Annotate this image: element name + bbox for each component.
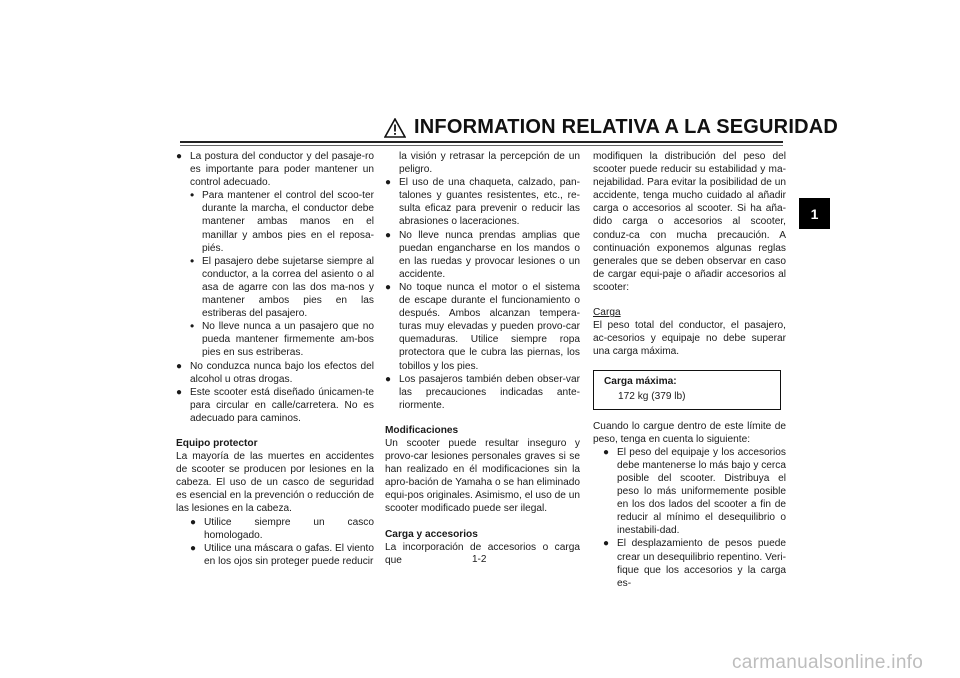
bullet-item: ● El uso de una chaqueta, calzado, pan-talones y guantes resistentes, etc., re-sulta eficaz para prevenir o reducir las abrasiones o laceraciones. [385, 176, 580, 228]
page-title: INFORMATION RELATIVA A LA SEGURIDAD [414, 116, 839, 138]
watermark: carmanualsonline.info [732, 652, 924, 673]
bullet-item: ● Utilice una máscara o gafas. El viento en los ojos sin proteger puede reducir [190, 542, 374, 568]
paragraph: La incorporación de accesorios o carga que [385, 541, 580, 566]
header-rule-thin [180, 145, 783, 146]
bullet-item: ● Este scooter está diseñado únicamen-te para circular en calle/carretera. No es adecuado para caminos. [176, 386, 374, 425]
bullet-item: ● La postura del conductor y del pasaje-ro es importante para poder mantener un control adecuado. [176, 150, 374, 189]
column-1 [176, 150, 374, 568]
header-rule [180, 141, 783, 143]
section-heading: Carga y accesorios [385, 528, 478, 540]
sub-bullet-item: • El pasajero debe sujetarse siempre al conductor, a la correa del asiento o al asa de agarre con las dos ma-nos y mantener ambos pies en las estriberas del pasajero. [176, 255, 374, 320]
paragraph: Un scooter puede resultar inseguro y provo-car lesiones personales graves si se han realizado en él modificaciones sin la apro-bación de Yamaha o se han eliminado equi-pos originales. Asimismo, el uso de un scooter modificado puede ser ilegal. [385, 437, 580, 515]
sub-bullet-item: • No lleve nunca a un pasajero que no pueda mantener firmemente am-bos pies en sus estriberas. [176, 320, 374, 359]
subheading: Carga [593, 307, 621, 319]
bullet-item: ● Utilice siempre un casco homologado. [190, 516, 374, 542]
paragraph: El peso total del conductor, el pasajero, ac-cesorios y equipaje no debe superar una carga máxima. [593, 320, 786, 358]
box-value: 172 kg (379 lb) [618, 390, 686, 402]
paragraph: Cuando lo cargue dentro de este límite de peso, tenga en cuenta lo siguiente: [593, 420, 786, 445]
section-heading: Modificaciones [385, 424, 459, 436]
max-load-box [593, 370, 781, 409]
column-3 [593, 150, 786, 590]
section-heading: Equipo protector [176, 437, 258, 449]
page-header [384, 116, 838, 139]
page-number: 1-2 [472, 554, 487, 565]
warning-triangle-icon [384, 118, 406, 138]
box-title: Carga máxima: [604, 376, 677, 388]
bullet-item: ● No lleve nunca prendas amplias que puedan engancharse en los mandos o en las ruedas y provocar lesiones o un accidente. [385, 229, 580, 281]
bullet-item: ● Los pasajeros también deben obser-var las precauciones indicadas ante-riormente. [385, 373, 580, 412]
bullet-item: ● El peso del equipaje y los accesorios debe mantenerse lo más bajo y cerca posible del scooter. Distribuya el peso lo más uniformemente posible en los dos lados del scooter a fin de reducir al mínimo el desequilibrio o inestabili-dad. [603, 446, 786, 538]
paragraph: la visión y retrasar la percepción de un peligro. [399, 151, 580, 176]
paragraph: modifiquen la distribución del peso del scooter puede reducir su estabilidad y ma-nejabilidad. Para evitar la posibilidad de un accidente, tenga mucho cuidado al añadir carga o accesorios al scooter. Si ha aña-dido carga o accesorios al scooter, conduz-ca con mucha precaución. A continuación exponemos algunas reglas generales que se deben observar en caso de cargar equi-paje o añadir accesorios al scooter: [593, 151, 786, 293]
sub-bullet-item: • Para mantener el control del scoo-ter durante la marcha, el conductor debe mantener ambas manos en el manillar y ambos pies en el reposa-piés. [176, 189, 374, 254]
bullet-item: ● El desplazamiento de pesos puede crear un desequilibrio repentino. Veri-fique que los accesorios y la carga es- [603, 537, 786, 589]
bullet-item: ● No conduzca nunca bajo los efectos del alcohol u otras drogas. [176, 360, 374, 386]
paragraph: La mayoría de las muertes en accidentes de scooter se producen por lesiones en la cabeza. El uso de un casco de seguridad es esencial en la prevención o reducción de las lesiones en la cabeza. [176, 451, 374, 515]
column-2 [385, 150, 580, 567]
chapter-tab: 1 [799, 198, 830, 229]
bullet-item: ● No toque nunca el motor o el sistema de escape durante el funcionamiento o después. Ambos alcanzan tempera-turas muy elevadas y pueden provo-car quemaduras. Utilice siempre ropa protectora que le cubra las piernas, los tobillos y los pies. [385, 281, 580, 373]
